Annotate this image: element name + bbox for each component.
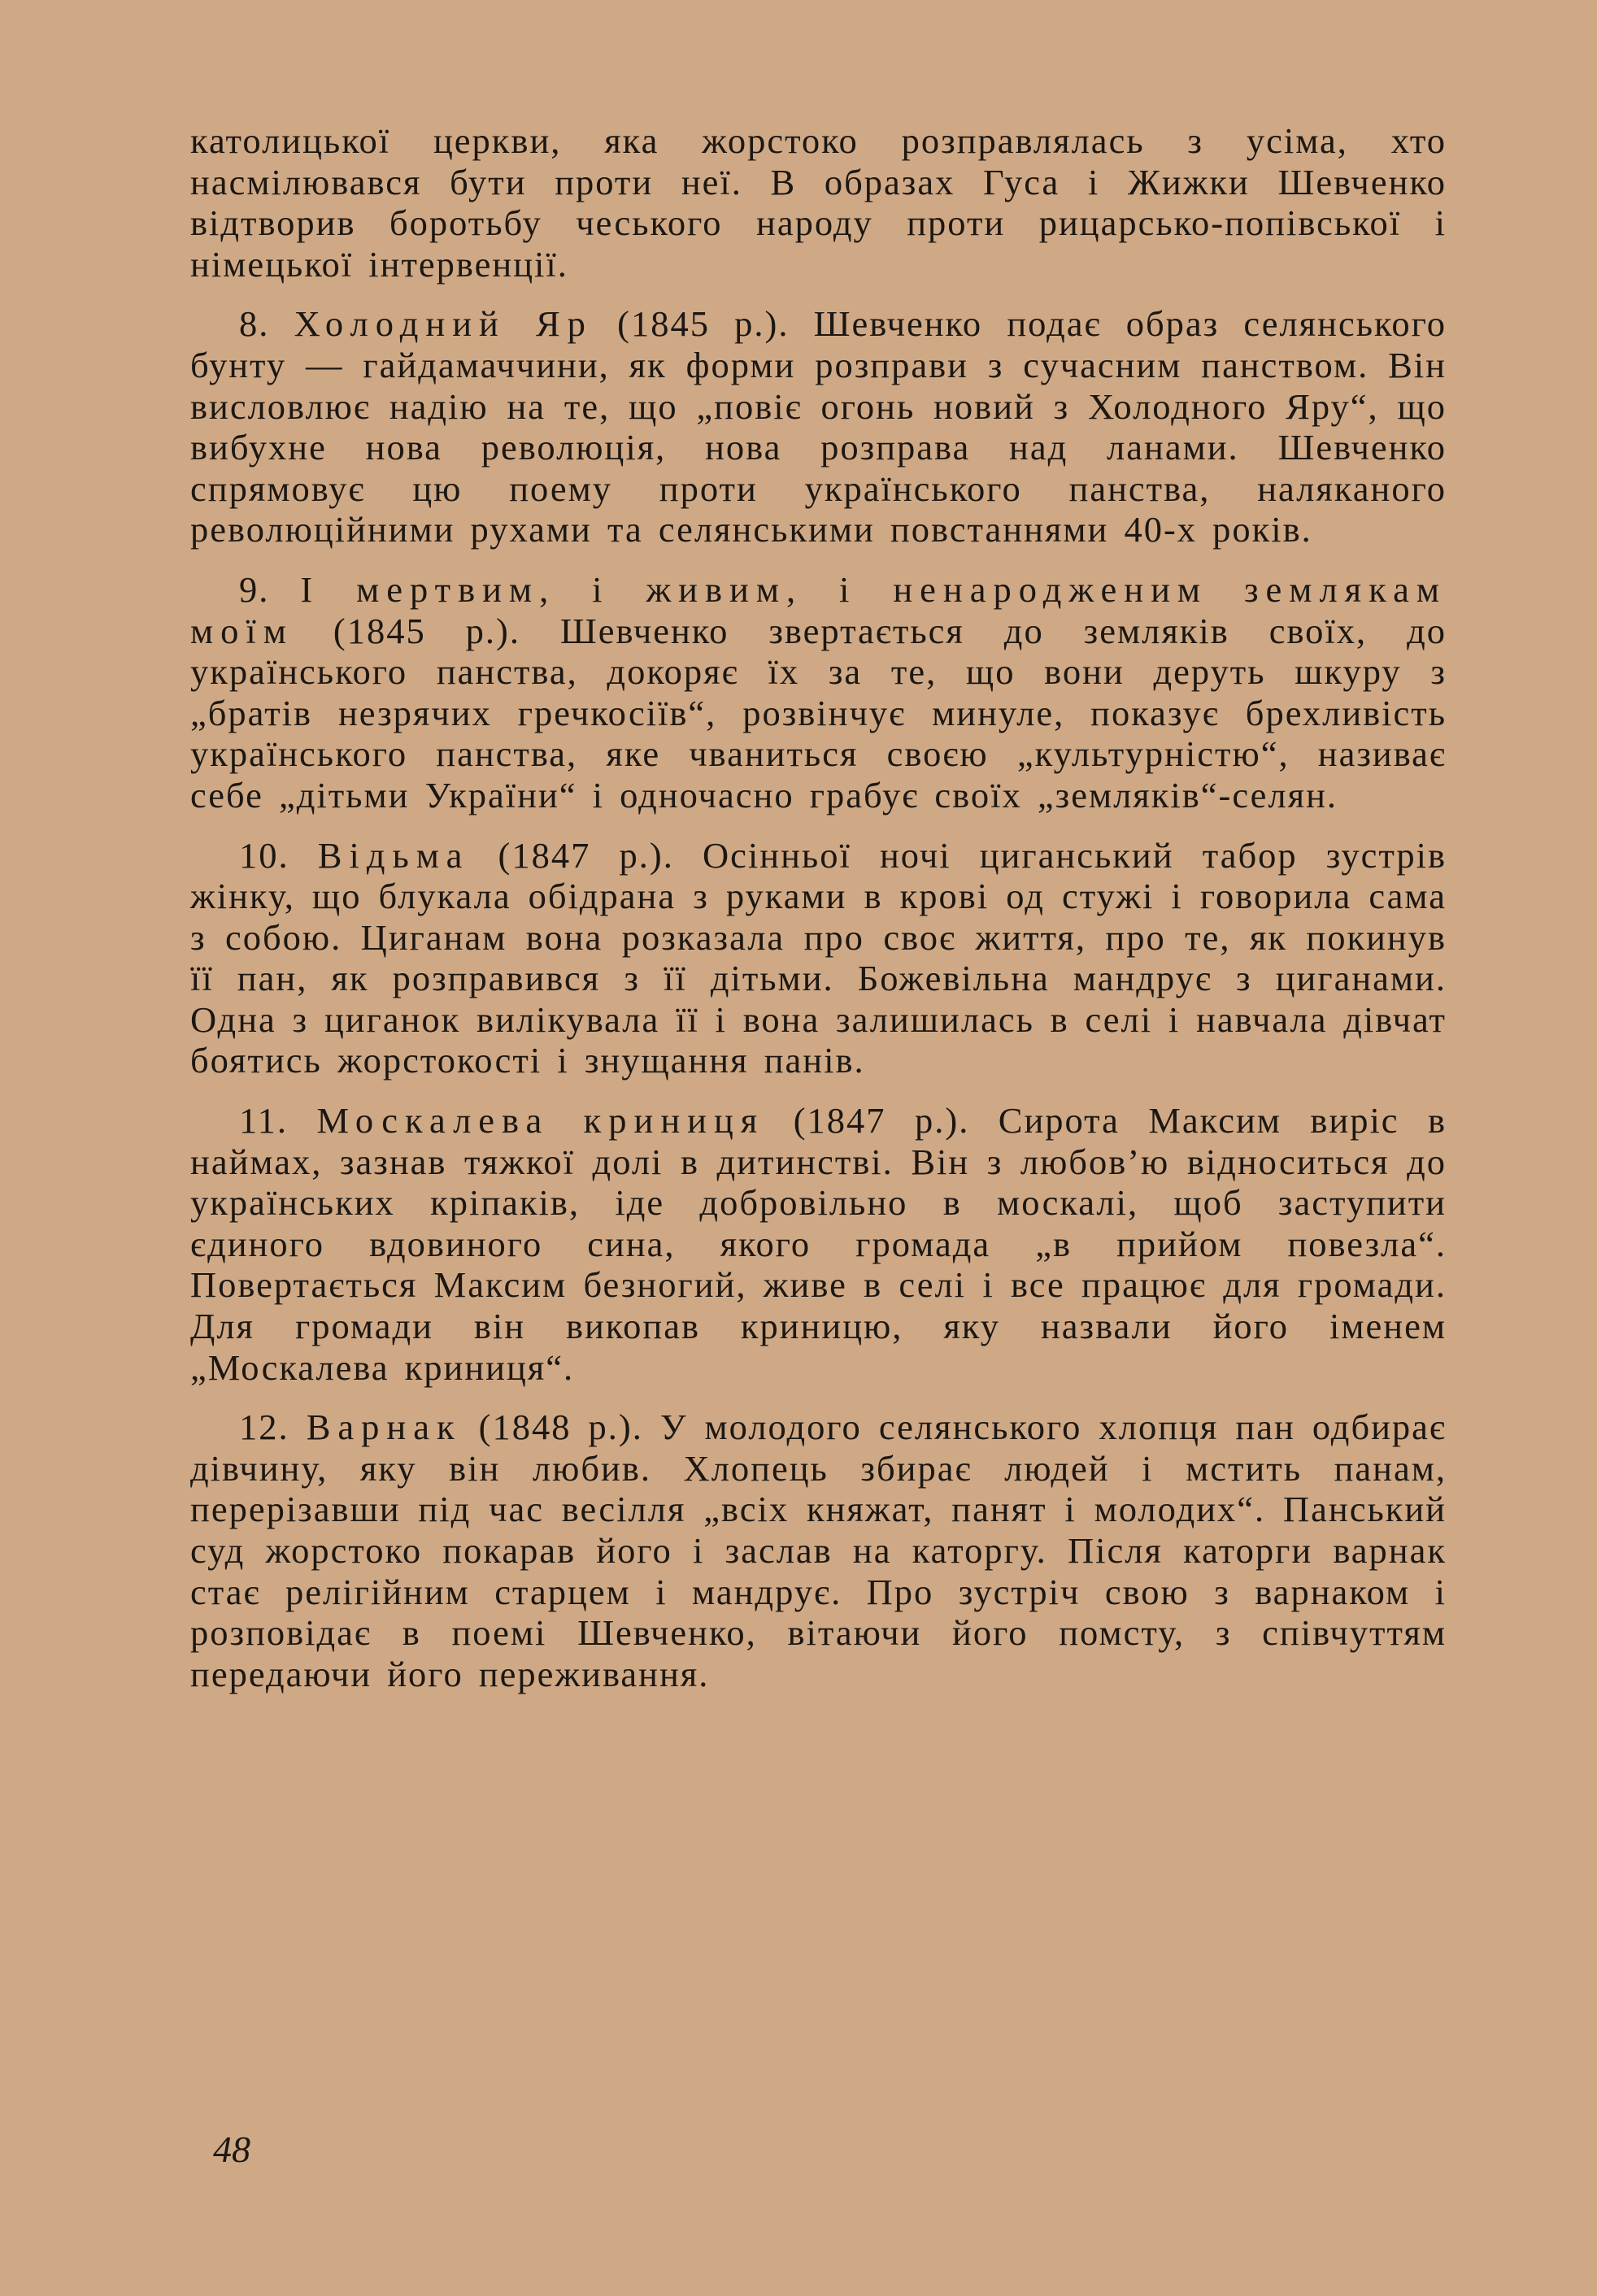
item-number: 12. [239, 1407, 289, 1448]
page-text [190, 120, 1447, 1713]
item-number: 9. [239, 568, 270, 610]
work-title: Варнак [306, 1407, 462, 1448]
page-number: 48 [213, 2129, 250, 2170]
paragraph-item-8 [190, 303, 1447, 550]
paragraph-item-10 [190, 835, 1447, 1082]
item-number: 8. [239, 303, 270, 345]
paragraph-item-12 [190, 1407, 1447, 1694]
work-title: Холодний Яр [294, 303, 593, 345]
paragraph-text: (1847 р.). Осінньої ночі циганський табор зустрів жінку, що блукала обідрана з руками в крові од стужі і говорила сама з собою. Циганам вона розказала про своє життя, про те, як покинув її пан, як розправився з її дітьми. Божевільна мандрує з циганами. Одна з циганок вилікувала її і вона залишилась в селі і навчала дівчат боятись жорстокості і знущання панів. [190, 834, 1447, 1081]
paragraph-item-11 [190, 1100, 1447, 1388]
paragraph-item-9 [190, 569, 1447, 816]
item-number: 11. [239, 1100, 288, 1141]
work-title: Москалева криниця [316, 1100, 765, 1141]
work-title: І мертвим, і живим, і ненародженим землякам моїм [190, 568, 1447, 651]
work-title: Відьма [317, 834, 470, 876]
paragraph-continuation [190, 120, 1447, 285]
paragraph-text: (1848 р.). У молодого селянського хлопця пан одбирає дівчину, яку він любив. Хлопець збирає людей і мстить панам, перерізавши під час весілля „всіх княжат, панят і молодих“. Панський суд жорстоко покарав його і заслав на каторгу. Після каторги варнак стає релігійним старцем і мандрує. Про зустріч свою з варнаком і розповідає в поемі Шевченко, вітаючи його помсту, з співчуттям передаючи його переживання. [190, 1407, 1447, 1694]
item-number: 10. [239, 834, 289, 876]
paragraph-text: (1845 р.). Шевченко звертається до земляків своїх, до українського панства, докоряє їх за те, що вони деруть шкуру з „братів незрячих гречкосіїв“, розвінчує минуле, показує брехливість українського панства, яке чваниться своєю „культурністю“, називає себе „дітьми України“ і одночасно грабує своїх „земляків“-селян. [190, 610, 1447, 815]
paragraph-text: (1845 р.). Шевченко подає образ селянського бунту — гайдамаччини, як форми розправи з сучасним панством. Він висловлює надію на те, що „повіє огонь новий з Холодного Яру“, що вибухне нова революція, нова розправа над ланами. Шевченко спрямовує цю поему проти українського панства, наляканого революційними рухами та селянськими повстаннями 40-х років. [190, 303, 1447, 550]
paragraph-text: католицької церкви, яка жорстоко розправлялась з усіма, хто насмілювався бути проти неї. В образах Гуса і Жижки Шевченко відтворив боротьбу чеського народу проти рицарсько-попівської і німецької інтервенції. [190, 120, 1447, 285]
paragraph-text: (1847 р.). Сирота Максим виріс в наймах, зазнав тяжкої долі в дитинстві. Він з любов’ю відноситься до українських кріпаків, іде добровільно в москалі, щоб заступити єдиного вдовиного сина, якого громада „в прийом повезла“. Повертається Максим безногий, живе в селі і все працює для громади. Для громади він викопав криницю, яку назвали його іменем „Москалева криниця“. [190, 1100, 1447, 1388]
